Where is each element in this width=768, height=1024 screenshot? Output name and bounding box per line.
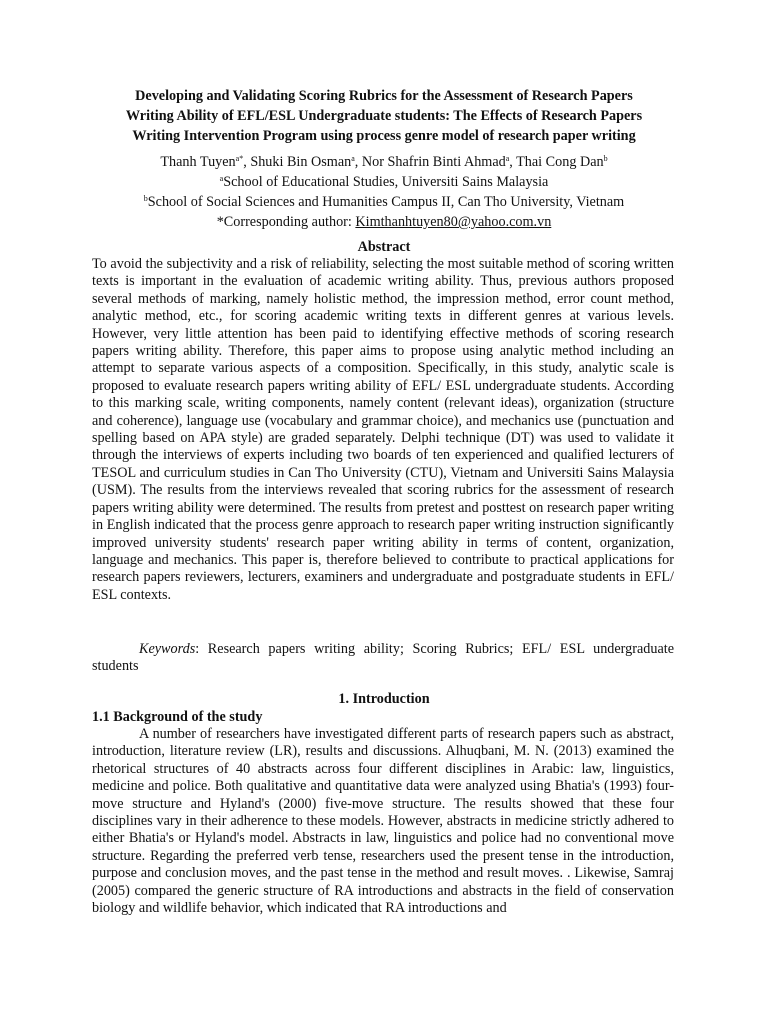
corresponding-label: *Corresponding author: [216, 214, 356, 230]
affiliation-text: School of Educational Studies, Universiti Sains Malaysia [223, 174, 549, 190]
subsection-heading: 1.1 Background of the study [92, 709, 263, 725]
introduction-paragraph: A number of researchers have investigated different parts of research papers such as abstract, introduction, literature review (LR), results and discussions. Alhuqbani, M. N. (2013) examined the rhetorical structures of 40 abstracts across four different disciplines in Arabic: law, linguistics, medicine and police. Both qualitative and quantitative data were analyzed using Bhatia's (1993) four-move structure and Hyland's (2000) five-move structure. The results showed that these four disciplines vary in their adherence to these models. However, abstracts in medicine strictly adhered to either Bhatia's or Hyland's model. Abstracts in law, linguistics and police had no conventional move structure. Regarding the preferred verb tense, researchers used the present tense in the introduction, purpose and conclusion moves, and the past tense in the method and result moves. . Likewise, Samraj (2005) compared the generic structure of RA introductions and abstracts in the field of conservation biology and wildlife behavior, which indicated that RA introductions and [92, 726, 674, 917]
affiliation-text: School of Social Sciences and Humanities Campus II, Can Tho University, Vietnam [147, 194, 625, 210]
email-link[interactable]: Kimthanhtuyen80@yahoo.com.vn [355, 214, 552, 230]
abstract-body [92, 256, 674, 604]
title-line-1: Developing and Validating Scoring Rubrics for the Assessment of Research Papers [135, 88, 633, 104]
author-separator: , [243, 154, 251, 170]
title-line-3: Writing Intervention Program using process genre model of research paper writing [132, 128, 636, 144]
section-heading: 1. Introduction [338, 691, 430, 707]
keywords-paragraph [92, 641, 674, 676]
author-separator: , [509, 154, 517, 170]
keywords-text: : Research papers writing ability; Scoring Rubrics; EFL/ ESL undergraduate students [92, 641, 674, 675]
author-list [92, 152, 676, 172]
introduction-body [92, 726, 674, 917]
affiliation-marker: a [219, 174, 224, 183]
title-line-2: Writing Ability of EFL/ESL Undergraduate students: The Effects of Research Papers [125, 108, 643, 124]
author-name: Nor Shafrin Binti Ahmad [361, 154, 506, 170]
affiliation-marker: b [143, 194, 148, 203]
abstract-heading: Abstract [357, 239, 411, 255]
affiliation-b [92, 192, 676, 212]
author-block [92, 152, 676, 232]
affiliation-a [92, 172, 676, 192]
author-name: Thanh Tuyen [160, 154, 236, 170]
abstract-paragraph: To avoid the subjectivity and a risk of reliability, selecting the most suitable method of scoring written texts is important in the evaluation of academic writing ability. Thus, previous authors proposed several methods of marking, namely holistic method, the impression method, error count method, analytic method, etc., for scoring academic writing texts in different genres at various levels. However, very little attention has been paid to identifying effective methods of scoring research papers writing ability. Therefore, this paper aims to propose using analytic method including an attempt to separate various aspects of a composition. Specifically, in this study, analytic scale is proposed to evaluate research papers writing ability of EFL/ ESL undergraduate students. According to this marking scale, writing components, namely content (relevant ideas), organization (structure and coherence), language use (vocabulary and grammar choice), and mechanics use (punctuation and spelling based on APA style) are graded separately. Delphi technique (DT) was used to validate it through the interviews of experts including two boards of ten experienced and qualified lecturers of TESOL and curriculum studies in Can Tho University (CTU), Vietnam and Universiti Sains Malaysia (USM). The results from the interviews revealed that scoring rubrics for the assessment of research papers writing ability were determined. The results from pretest and posttest on research paper writing in English indicated that the process genre approach to research paper writing instruction significantly improved university students' research paper writing ability in terms of content, organization, language and mechanics. This paper is, therefore believed to contribute to practical applications for research papers reviewers, lecturers, examiners and undergraduate and postgraduate students in EFL/ ESL contexts. [92, 256, 674, 603]
affiliation-marker: b [603, 154, 608, 163]
author-name: Shuki Bin Osman [250, 154, 352, 170]
author-name: Thai Cong Dan [516, 154, 604, 170]
keywords-label: Keywords [139, 641, 196, 657]
corresponding-author [92, 212, 676, 232]
paper-title [92, 86, 676, 146]
affiliation-marker: a* [235, 154, 244, 163]
author-separator: , [354, 154, 362, 170]
affiliation-marker: a [351, 154, 355, 163]
affiliation-marker: a [505, 154, 510, 163]
keywords-block [92, 641, 674, 676]
